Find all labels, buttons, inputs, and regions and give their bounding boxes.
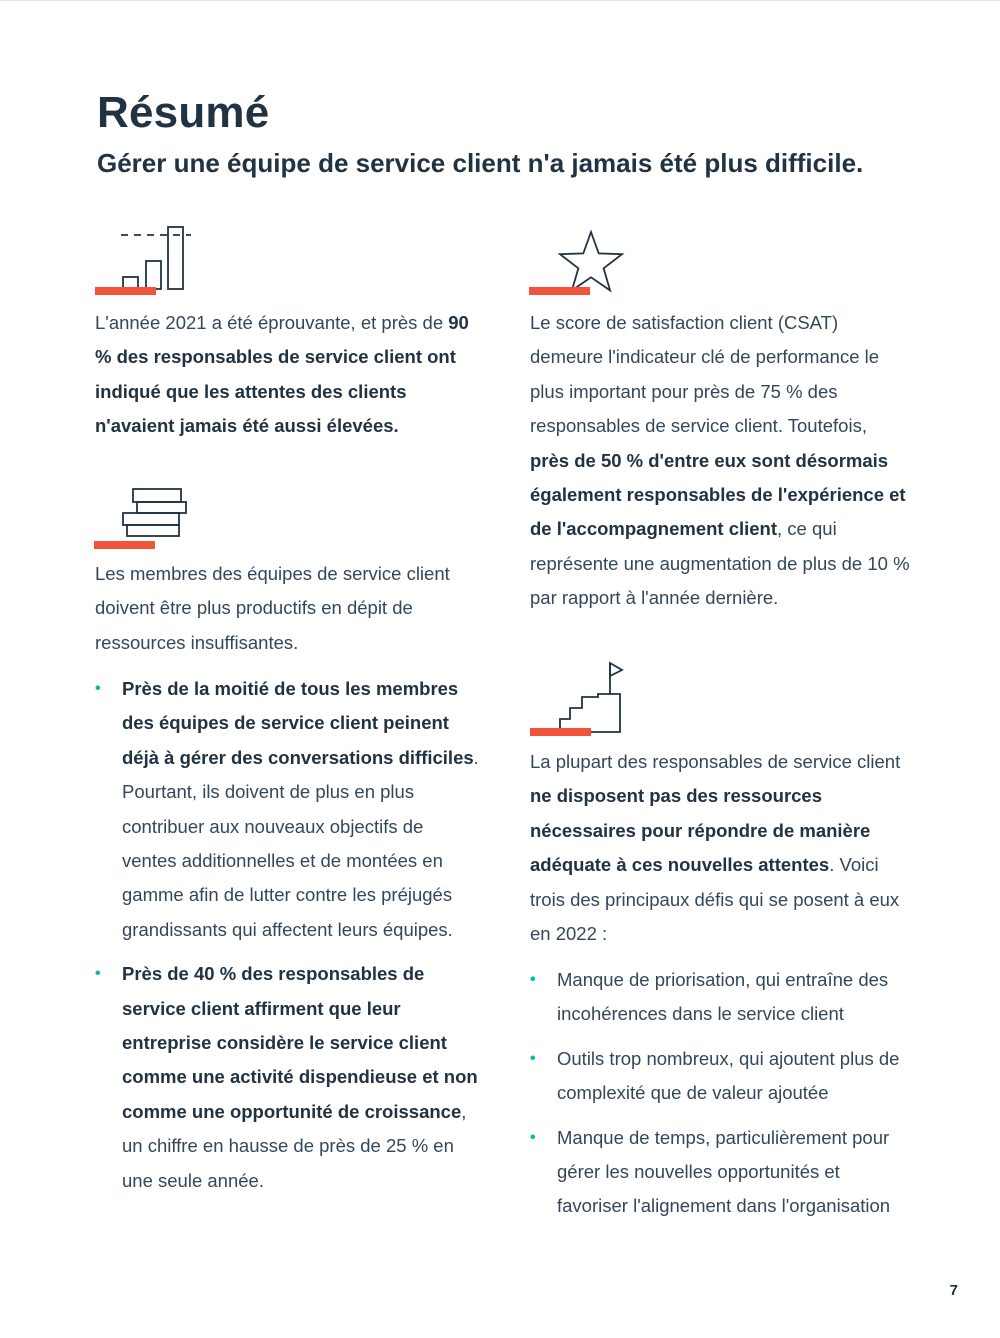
bullet-icon: • [95, 965, 101, 983]
list-item: • Manque de temps, particulièrement pour gérer les nouvelles opportunités et favoriser l'alignement dans l'organisation [530, 1121, 915, 1224]
stairs-flag-icon [530, 661, 630, 741]
bar-chart-icon [95, 224, 195, 296]
stacked-books-icon [94, 487, 194, 551]
page-title: Résumé [97, 88, 270, 137]
bullet-icon: • [95, 680, 101, 697]
bullet-icon: • [530, 971, 536, 988]
bullet-icon: • [530, 1128, 536, 1146]
right-paragraph-2: La plupart des responsables de service client ne disposent pas des ressources nécessaires pour répondre de manière adéquate à ces nouvelles attentes. Voici trois des principaux défis qui se posent à eux en 2022 : [530, 751, 901, 945]
left-paragraph-1: L'année 2021 a été éprouvante, et près de 90 % des responsables de service client ont indiqué que les attentes des clients n'avaient jamais été aussi élevées. [95, 312, 469, 437]
bullet-icon: • [530, 1049, 536, 1067]
page-number: 7 [949, 1282, 958, 1299]
star-icon [529, 229, 629, 299]
left-bullet-list [95, 672, 480, 1198]
page-subtitle: Gérer une équipe de service client n'a jamais été plus difficile. [97, 148, 864, 178]
list-item: • Près de 40 % des responsables de service client affirment que leur entreprise considère le service client comme une activité dispendieuse et non comme une opportunité de croissance, un chiffre en hausse de près de 25 % en une seule année. [95, 957, 480, 1198]
list-item: • Près de la moitié de tous les membres des équipes de service client peinent déjà à gérer des conversations difficiles. Pourtant, ils doivent de plus en plus contribuer aux nouveaux objectifs de ventes additionnelles et de montées en gamme afin de lutter contre les préjugés grandissants qui affectent leurs équipes. [95, 672, 480, 947]
top-divider [0, 0, 1000, 1]
list-item: • Outils trop nombreux, qui ajoutent plus de complexité que de valeur ajoutée [530, 1042, 915, 1111]
right-bullet-list [530, 963, 915, 1224]
left-paragraph-2: Les membres des équipes de service client doivent être plus productifs en dépit de ressources insuffisantes. [95, 563, 450, 653]
list-item: • Manque de priorisation, qui entraîne des incohérences dans le service client [530, 963, 915, 1032]
right-paragraph-1: Le score de satisfaction client (CSAT) demeure l'indicateur clé de performance le plus important pour près de 75 % des responsables de service client. Toutefois, près de 50 % d'entre eux sont désormais également responsables de l'expérience et de l'accompagnement client, ce qui représente une augmentation de plus de 10 % par rapport à l'année dernière. [530, 312, 910, 609]
